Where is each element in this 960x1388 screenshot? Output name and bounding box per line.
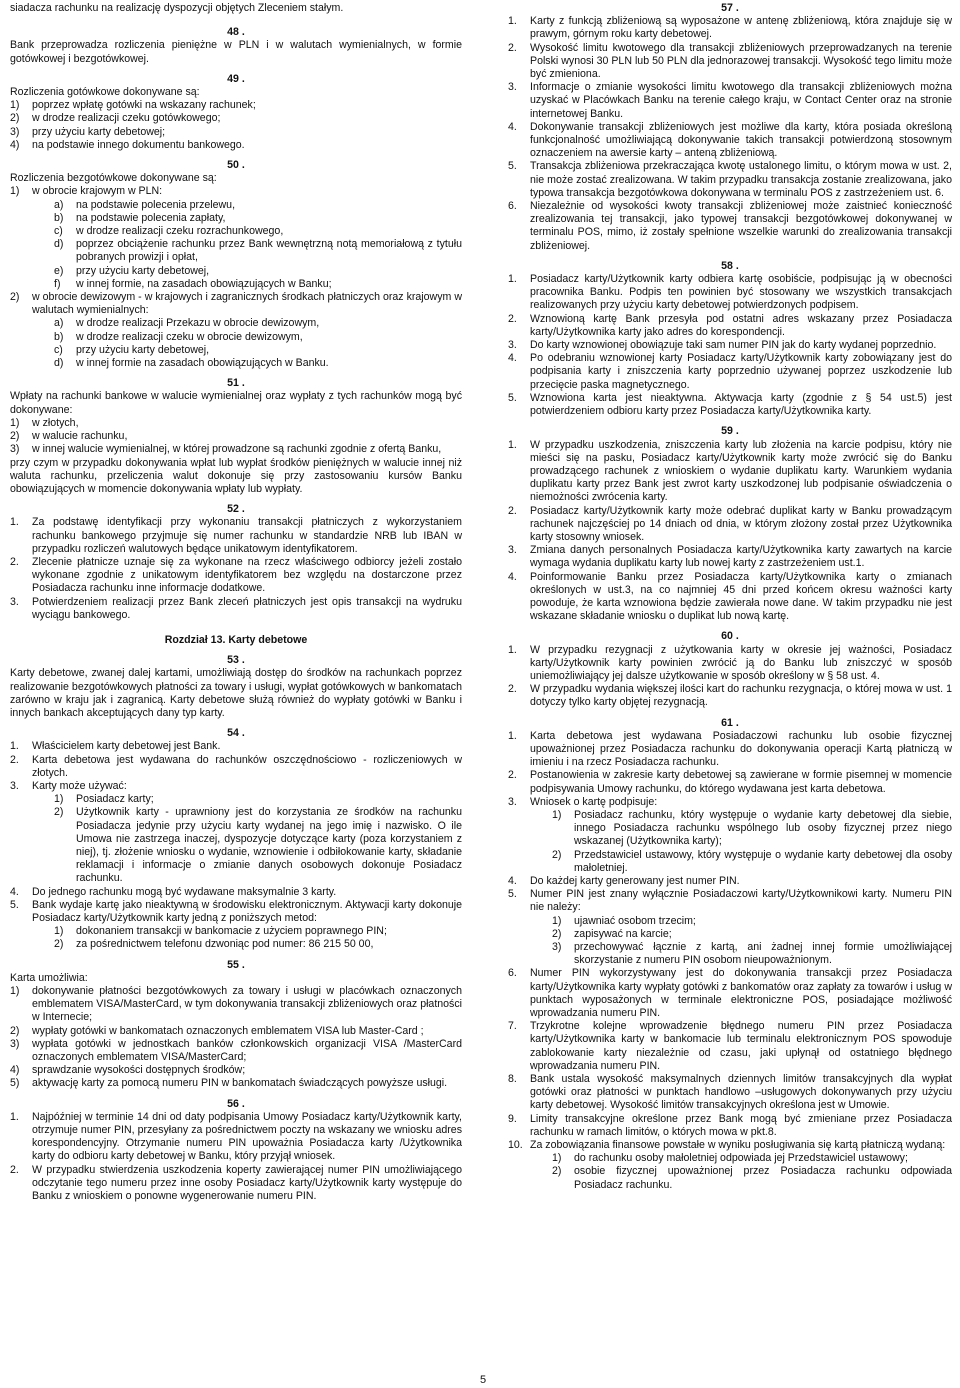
list-item-number: 2.	[508, 504, 517, 517]
list-item-number: c)	[54, 225, 63, 238]
paragraph-56-list	[10, 1111, 462, 1203]
list-item-text: Wznowioną kartę Bank przesyła pod ostatni adres wskazany przez Posiadacza karty/Użytkownika karty jako adres do korespondencji.	[530, 312, 952, 338]
list-item	[54, 344, 462, 357]
list-item-number: b)	[54, 330, 64, 343]
list-item	[508, 571, 952, 624]
list-item	[54, 357, 462, 370]
paragraph-55-list	[10, 985, 462, 1091]
paragraph-58-list	[508, 273, 952, 418]
paragraph-51-intro: Wpłaty na rachunki bankowe w walucie wymienialnej oraz wypłaty z tych rachunków mogą być dokonywane:	[10, 390, 462, 416]
list-item-number: 1.	[508, 643, 517, 656]
list-item-number: 2.	[508, 312, 517, 325]
list-item-text: w drodze realizacji Przekazu w obrocie dewizowym,	[76, 317, 320, 330]
list-item-number: 2)	[10, 1024, 20, 1037]
paragraph-61-sublist-5	[552, 915, 952, 968]
list-item-text: W przypadku stwierdzenia uszkodzenia koperty zawierającej numer PIN umożliwiającego odczytanie tego numeru przez inne osoby Posiadacz karty/Użytkownik karty występuje do Banku z wnioskiem o ponowne wygenerowanie numeru PIN.	[32, 1163, 462, 1203]
list-item	[552, 928, 952, 941]
list-item: 5. Bank wydaje kartę jako nieaktywną w środowisku elektronicznym. Aktywacji karty dokonuje Posiadacz karty/Użytkownik karty jedną z poniższych metod: 1) dokonaniem transakcji w bankomacie z użyciem poprawnego PIN; 2) za pośrednictwem telefonu dzwoniąc pod numer: 86 215 50 00,	[10, 898, 462, 951]
list-item-text: Przedstawiciel ustawowy, który występuje o wydanie karty debetowej dla osoby małoletniej.	[574, 848, 952, 874]
list-item	[10, 556, 462, 596]
list-item-number: 4.	[508, 120, 517, 133]
list-item	[10, 1038, 462, 1064]
list-item-text: sprawdzanie wysokości dostępnych środków;	[32, 1064, 246, 1077]
list-item: 3. Wniosek o kartę podpisuje: 1) Posiadacz rachunku, który występuje o wydanie karty debetowej dla siebie, innego Posiadacza rachunku wspólnego lub osoby fizycznej przez niego wskazanej (Użytkownika karty); 2) Przedstawiciel ustawowy, który występuje o wydanie karty debetowej dla osoby małoletniej.	[508, 795, 952, 874]
paragraph-54-sublist-3	[54, 793, 462, 885]
list-item-text: w innej formie, na zasadach obowiązujących w Banku;	[76, 277, 332, 290]
list-item: 1. Karta debetowa jest wydawana Posiadaczowi rachunku lub osobie fizycznej upoważnionej przez Posiadacza rachunku do dokonywania operacji Kartą płatniczą w imieniu i na rzecz Posiadacza rachunku.	[508, 729, 952, 769]
list-item-number: 2)	[10, 430, 20, 443]
list-item-number: 3.	[508, 339, 517, 352]
list-item	[54, 212, 462, 225]
paragraph-55-title: 55 .	[227, 958, 245, 971]
list-item	[552, 941, 952, 967]
paragraph-50-title: 50 .	[227, 159, 245, 172]
list-item	[10, 985, 462, 1025]
list-item	[54, 238, 462, 264]
list-item-number: 3)	[552, 941, 562, 954]
list-item	[10, 1164, 462, 1204]
list-item-text: na podstawie innego dokumentu bankowego.	[32, 138, 245, 151]
list-item-number: 4.	[508, 352, 517, 365]
paragraph-49-title: 49 .	[227, 72, 245, 85]
paragraph-57-title: 57 .	[721, 2, 739, 14]
list-item-text: Poinformowanie Banku przez Posiadacza karty/Użytkownika karty o zmianach określonych w ust.3, na co najmniej 45 dni przed końcem okresu ważności karty powoduje, że karta wznowiona będzie zawierała nowe dane. W takim przypadku nie jest wskazane składanie wniosku o duplikat lub nową kartę.	[530, 570, 952, 623]
list-item	[508, 644, 952, 684]
list-item	[54, 331, 462, 344]
list-item-text: ujawniać osobom trzecim;	[574, 914, 696, 927]
list-item-number: 5)	[10, 1077, 20, 1090]
left-column	[10, 2, 462, 1203]
list-item-text: w złotych,	[32, 416, 79, 429]
list-item-text: osobie fizycznej upoważnionej przez Posiadacza rachunku odpowiada Posiadacz rachunku.	[574, 1165, 952, 1191]
list-item-number: 4)	[10, 138, 20, 151]
list-item-text: W przypadku rezygnacji z użytkowania karty w okresie jej ważności, Posiadacz karty/Użytkownik karty powinien zwrócić ją do Banku lub zniszczyć w sposób uniemożliwiający jej dalsze użytkowanie w sposób określony w § 58 ust. 4.	[530, 643, 952, 682]
right-column	[508, 2, 952, 1192]
list-item	[508, 544, 952, 570]
list-item-number: 1.	[10, 1110, 19, 1123]
paragraph-50-sublist-1	[54, 199, 462, 291]
list-item-number: 1)	[552, 1152, 562, 1165]
list-item	[10, 1064, 462, 1077]
list-item-text: przechowywać łącznie z kartą, ani żadnej innej formie umożliwiającej skorzystanie z numeru PIN osobom nieupoważnionym.	[574, 941, 952, 967]
list-item	[552, 1165, 952, 1191]
list-item-text: przy użyciu karty debetowej;	[32, 125, 166, 138]
list-item	[54, 793, 462, 806]
list-item	[508, 392, 952, 418]
list-item-text: Po odebraniu wznowionej karty Posiadacz karty/Użytkownik karty zobowiązany jest do podpisania karty i zniszczenia karty poprzednio używanej poprzez uszkodzenie lub przecięcie paska magnetycznego.	[530, 352, 952, 391]
list-item-text: Posiadacz karty;	[76, 793, 154, 806]
list-item	[10, 1077, 462, 1090]
list-item-number: 2)	[10, 112, 20, 125]
list-item-number: 2.	[508, 41, 517, 54]
list-item	[508, 200, 952, 253]
list-item-number: 1.	[10, 516, 19, 529]
list-item-number: 3)	[10, 1037, 20, 1050]
list-item-number: 3.	[508, 544, 517, 557]
list-item: 2. Postanowienia w zakresie karty debetowej są zawierane w formie pisemnej w momencie podpisywania Umowy rachunku, do którego wydawana jest karta debetowa.	[508, 769, 952, 795]
list-item-text: W przypadku wydania większej ilości kart do rachunku rezygnacja, o której mowa w ust. 1 dotyczy tylko karty objętej rezygnacją.	[530, 683, 952, 709]
list-item-number: 3)	[10, 125, 20, 138]
paragraph-60-title: 60 .	[721, 630, 739, 643]
list-item-text: W przypadku uszkodzenia, zniszczenia karty lub złożenia na karcie podpisu, który nie mieści się na pasku, Posiadacz karty/Użytkownik karty może zwrócić się do Banku prowadzącego rachunek z wnioskiem o wydanie duplikatu karty. Warunkiem wydania duplikatu karty przez Bank jest zwrot karty uszkodzonej lub podpisanie oświadczenia o niemożności zwrócenia karty.	[530, 438, 952, 504]
paragraph-53-title: 53 .	[227, 654, 245, 667]
list-item-number: 2.	[508, 683, 517, 696]
list-item-text: w innej formie na zasadach obowiązujących w Banku.	[76, 357, 329, 370]
list-item	[10, 99, 462, 112]
paragraph-49-list	[10, 99, 462, 152]
list-item-text: Informacje o zmianie wysokości limitu kwotowego dla transakcji zbliżeniowych można uzyskać w Placówkach Banku na terenie całego kraju, w Contact Center oraz na stronie internetowej Banku.	[530, 81, 952, 120]
paragraph-57-list	[508, 15, 952, 253]
list-item-text: Do karty wznowionej obowiązuje taki sam numer PIN jak do karty wydanej poprzednio.	[530, 339, 937, 352]
list-item	[10, 430, 462, 443]
list-item	[508, 160, 952, 200]
list-item: 5. Numer PIN jest znany wyłącznie Posiadaczowi karty/Użytkownikowi karty. Numeru PIN nie należy: 1) ujawniać osobom trzecim; 2) zapisywać na karcie; 3) przechowywać łącznie z kartą, ani żadnej innej formie umożliwiającej skorzystanie z numeru PIN osobom nieupoważnionym.	[508, 888, 952, 967]
list-item-number: a)	[54, 317, 64, 330]
paragraph-61-list	[508, 730, 952, 1192]
list-item-number: 2.	[10, 555, 19, 568]
list-item: 10. Za zobowiązania finansowe powstałe w wyniku posługiwania się kartą płatniczą wydaną: 1) do rachunku osoby małoletniej odpowiada jej Przedstawiciel ustawowy; 2) osobie fizycznej upoważnionej przez Posiadacza rachunku odpowiada Posiadacz rachunku.	[508, 1139, 952, 1191]
list-item-text: na podstawie polecenia przelewu,	[76, 198, 236, 211]
list-item-number: 1.	[508, 273, 517, 286]
list-item-number: 5.	[508, 160, 517, 173]
paragraph-61-sublist-3	[552, 809, 952, 875]
list-item	[508, 313, 952, 339]
list-item: 2. Karta debetowa jest wydawana do rachunków oszczędnościowo - rozliczeniowych w złotych.	[10, 753, 462, 779]
list-item	[552, 849, 952, 875]
list-item: 3. Karty może używać: 1) Posiadacz karty; 2) Użytkownik karty - uprawniony jest do korzystania ze środków na rachunku Posiadacza jedynie przy użyciu karty wydanej na jego imię i nazwisko. O ile Umowa nie zastrzega inaczej, dyspozycje dotyczące karty (poza korzystaniem z niej), tj. złożenie wniosku o wydanie, wznowienie i odbiłokowanie karty, składanie reklamacji i informacje o zmianie danych osobowych dokonuje Posiadacz rachunku.	[10, 779, 462, 885]
list-item	[54, 938, 462, 951]
list-item: 9. Limity transakcyjne określone przez Bank mogą być zmieniane przez Posiadacza rachunku w ramach limitów, o których mowa w pkt.8.	[508, 1112, 952, 1138]
paragraph-52-title: 52 .	[227, 503, 245, 516]
list-item-number: 4.	[508, 570, 517, 583]
list-item-number: 2.	[10, 1163, 19, 1176]
list-item-text: zapisywać na karcie;	[574, 927, 672, 940]
paragraph-54-list	[10, 740, 462, 951]
list-item	[54, 199, 462, 212]
list-item-text: Transakcja zbliżeniowa przekraczająca kwotę ustalonego limitu, o którym mowa w ust. 2, nie może zostać zrealizowana. W takim przypadku transakcja zostanie zrealizowana, jako typowa transakcja bezgotówkowa dokonywana w terminalu POS z zastrzeżeniem ust. 6.	[530, 160, 952, 199]
list-item	[552, 915, 952, 928]
list-item	[54, 806, 462, 885]
paragraph-60-list	[508, 644, 952, 710]
list-item-text: Za podstawę identyfikacji przy wykonaniu transakcji płatniczych z wykorzystaniem rachunku bankowego przyjmuje się numer rachunku w standardzie NRB lub IBAN w przypadku rozliczeń walutowych będące unikatowym identyfikatorem.	[32, 516, 462, 555]
list-item: 1. Właścicielem karty debetowej jest Bank.	[10, 740, 221, 753]
list-item-number: 2)	[54, 806, 64, 819]
paragraph-54-sublist-5	[54, 925, 462, 951]
list-item-text: Wysokość limitu kwotowego dla transakcji zbliżeniowych przeprowadzanych na terenie Polski wynosi 30 PLN lub 50 PLN dla jednorazowej transakcji. Wysokość tego limitu może być zmieniona.	[530, 41, 952, 81]
intro-line: siadacza rachunku na realizację dyspozycji objętych Zleceniem stałym.	[10, 2, 344, 14]
list-item: 1) w obrocie krajowym w PLN: a) na podstawie polecenia przelewu, b) na podstawie polecenia zapłaty, c) w drodze realizacji czeku rozrachunkowego, d) poprzez obciążenie rachunku przez Bank wewnętrzną notą memoriałową z tytułu pobranych prowizji i opłat, e) przy użyciu karty debetowej, f) w innej formie, na zasadach obowiązujących w Banku;	[10, 185, 462, 290]
page-number: 5	[480, 1374, 487, 1386]
list-item	[10, 126, 462, 139]
list-item-text: dokonywanie płatności bezgotówkowych za towary i usługi w placówkach oznaczonych emblematem VISA/MasterCard, w tym dokonywania transakcji zbliżeniowych oraz płatności w Internecie;	[32, 985, 462, 1024]
list-item: 4. Do jednego rachunku mogą być wydawane maksymalnie 3 karty.	[10, 885, 337, 898]
paragraph-51-outro: przy czym w przypadku dokonywania wpłat lub wypłat środków pieniężnych w walucie innej niż waluta rachunku, przeliczenia walut dokonuje się przy zastosowaniu kursów Banku obowiązujących w momencie dokonywania wpłaty lub wypłaty.	[10, 456, 462, 495]
list-item-text: w innej walucie wymienialnej, w której prowadzone są rachunki zgodnie z ofertą Banku,	[32, 443, 442, 456]
list-item-text: Najpóźniej w terminie 14 dni od daty podpisania Umowy Posiadacz karty/Użytkownik karty, otrzymuje numer PIN, przesyłany za pośrednictwem poczty na wskazany we wniosku adres korespondencyjny. Otrzymanie numeru PIN upoważnia Posiadacza karty /Użytkownika karty do odbioru karty debetowej w Banku, który przyjął wniosek.	[32, 1110, 462, 1163]
list-item-number: d)	[54, 238, 64, 251]
paragraph-49-intro: Rozliczenia gotówkowe dokonywane są:	[10, 86, 200, 99]
paragraph-61-title: 61 .	[721, 716, 739, 729]
list-item	[508, 352, 952, 392]
list-item-text: w walucie rachunku,	[32, 430, 128, 443]
list-item	[54, 265, 462, 278]
list-item	[10, 443, 462, 456]
paragraph-52-list	[10, 516, 462, 622]
list-item	[10, 112, 462, 125]
list-item	[10, 417, 462, 430]
list-item-number: 2)	[552, 927, 562, 940]
list-item	[54, 317, 462, 330]
list-item	[508, 505, 952, 545]
list-item-text: aktywację karty za pomocą numeru PIN w bankomatach świadczących powyższe usługi.	[32, 1077, 448, 1090]
list-item-number: 2)	[552, 848, 562, 861]
list-item-text: Dokonywanie transakcji zbliżeniowych jest możliwe dla karty, która posiada określoną funkcjonalność umożliwiającą dokonywanie takich transakcji potwierdzoną stosownym oznaczeniem na awersie karty – anteną zbliżeniową.	[530, 120, 952, 160]
list-item-text: Zmiana danych personalnych Posiadacza karty/Użytkownika karty zawartych na karcie wymaga wydania duplikatu karty lub nowej karty z zastrzeżeniem ust.1.	[530, 544, 952, 570]
list-item-number: f)	[54, 277, 61, 290]
paragraph-48-title: 48 .	[227, 26, 245, 39]
list-item-number: 1)	[552, 914, 562, 927]
list-item	[552, 809, 952, 849]
paragraph-58-title: 58 .	[721, 259, 739, 272]
paragraph-51-list	[10, 417, 462, 457]
paragraph-48-text: Bank przeprowadza rozliczenia pieniężne w PLN i w walutach wymienialnych, w formie gotówkowej i bezgotówkowej.	[10, 39, 462, 65]
paragraph-59-title: 59 .	[721, 425, 739, 438]
list-item-text: Potwierdzeniem realizacji przez Bank zleceń płatniczych jest opis transakcji na wydruku wyciągu bankowego.	[32, 595, 462, 621]
list-item-number: b)	[54, 211, 64, 224]
list-item	[552, 1152, 952, 1165]
list-item	[10, 516, 462, 556]
list-item	[508, 15, 952, 41]
list-item-text: do rachunku osoby małoletniej odpowiada jej Przedstawiciel ustawowy;	[574, 1152, 908, 1165]
list-item-text: Karty z funkcją zbliżeniową są wyposażone w antenę zbliżeniową, która znajduje się w prawym, górnym roku karty debetowej.	[530, 15, 952, 41]
list-item-number: 3.	[10, 595, 19, 608]
list-item	[508, 439, 952, 505]
list-item-text: przy użyciu karty debetowej,	[76, 264, 210, 277]
list-item-text: w drodze realizacji czeku gotówkowego;	[32, 112, 221, 125]
list-item	[508, 683, 952, 709]
list-item: 2) w obrocie dewizowym - w krajowych i zagranicznych środkach płatniczych oraz krajowym w walutach wymienialnych: a) w drodze realizacji Przekazu w obrocie dewizowym, b) w drodze realizacji czeku w obrocie dewizowym, c) przy użyciu karty debetowej, d) w innej formie na zasadach obowiązujących w Banku.	[10, 291, 462, 370]
list-item-number: a)	[54, 198, 64, 211]
list-item: 7. Trzykrotne kolejne wprowadzenie błędnego numeru PIN przez Posiadacza karty/Użytkownika karty w bankomacie lub terminalu elektronicznym POS spowoduje zablokowanie karty niezależnie od czasu, jaki upłynął od ostatniego błędnego wprowadzania numeru PIN.	[508, 1020, 952, 1072]
list-item-number: 2)	[552, 1165, 562, 1178]
list-item-text: poprzez wpłatę gotówki na wskazany rachunek;	[32, 99, 256, 112]
list-item-number: 1)	[10, 985, 20, 998]
paragraph-50-intro: Rozliczenia bezgotówkowe dokonywane są:	[10, 172, 217, 185]
list-item	[508, 339, 952, 352]
paragraph-54-title: 54 .	[227, 727, 245, 740]
list-item-text: Posiadacz karty/Użytkownik karty odbiera kartę osobiście, podpisując ją w obecności pracownika Banku. Podpis ten powinien być stosowany we wszystkich transakcjach realizowanych przy użyciu karty debetowej potwierdzonych podpisem.	[530, 273, 952, 312]
list-item	[508, 81, 952, 121]
list-item	[54, 278, 462, 291]
list-item	[10, 1111, 462, 1164]
paragraph-50-list	[10, 185, 462, 370]
list-item-number: 1)	[54, 793, 64, 806]
list-item-number: 6.	[508, 200, 517, 213]
list-item-number: 1)	[552, 808, 562, 821]
paragraph-50-sublist-2	[54, 317, 462, 370]
list-item-text: przy użyciu karty debetowej,	[76, 343, 210, 356]
list-item	[10, 596, 462, 622]
list-item-text: wypłata gotówki w jednostkach banków członkowskich organizacji VISA /MasterCard oznaczonych emblematem VISA/MasterCard;	[32, 1037, 462, 1064]
list-item	[508, 273, 952, 313]
list-item-text: Zlecenie płatnicze uznaje się za wykonane na rzecz właściwego odbiorcy jeżeli zostało wykonane zgodnie z unikatowym identyfikatorem bez względu na dostarczone przez Posiadacza rachunku inne informacje dodatkowe.	[32, 555, 462, 595]
list-item-text: Niezależnie od wysokości kwoty transakcji zbliżeniowej może zaistnieć konieczność zrealizowania tej transakcji, jako typowej transakcji bezgotówkowej dokonywanej w terminalu POS, mimo, iż zostały spełnione wszelkie warunki do zrealizowania transakcji zbliżeniowej.	[530, 200, 952, 252]
list-item-number: 1.	[508, 15, 517, 28]
list-item-text: wypłaty gotówki w bankomatach oznaczonych emblematem VISA lub Master-Card ;	[32, 1024, 424, 1037]
list-item-number: 1)	[54, 925, 64, 938]
paragraph-51-title: 51 .	[227, 377, 245, 390]
list-item	[508, 121, 952, 161]
list-item-text: Użytkownik karty - uprawniony jest do korzystania ze środków na rachunku Posiadacza jedynie przy użyciu karty wydanej na jego imię i nazwisko. O ile Umowa nie zastrzega inaczej, dyspozycje dotyczące karty (poza korzystaniem z niej), tj. złożenie wniosku o wydanie, wznowienie i odbiłokowanie karty, składanie reklamacji i informacje o zmianie danych osobowych dokonuje Posiadacz rachunku.	[76, 806, 462, 885]
list-item	[54, 225, 462, 238]
list-item-number: 1)	[10, 99, 20, 112]
paragraph-55-intro: Karta umożliwia:	[10, 971, 88, 984]
list-item-number: 4)	[10, 1064, 20, 1077]
list-item-number: 3)	[10, 443, 20, 456]
list-item: 8. Bank ustala wysokość maksymalnych dziennych limitów transakcyjnych dla wypłat gotówki oraz płatności w punktach handlowo –usługowych dokonywanych przy użyciu karty debetowej. Wysokość limitów transakcyjnych określona jest w Umowie.	[508, 1073, 952, 1112]
list-item	[54, 925, 462, 938]
list-item-text: Posiadacz karty/Użytkownik karty może odebrać duplikat karty w Banku prowadzącym rachunek najczęściej po 14 dniach od dnia, w którym złożony został przez Użytkownika karty stosowny wniosek.	[530, 504, 952, 543]
paragraph-59-list	[508, 439, 952, 624]
list-item: 6. Numer PIN wykorzystywany jest do dokonywania transakcji przez Posiadacza karty/Użytkownika karty wypłaty gotówki z bankomatów oraz zapłaty za towarów i usług w punktach wyposażonych w terminale elektroniczne POS, posiadające możliwość wprowadzania numeru PIN.	[508, 967, 952, 1020]
list-item-text: Posiadacz rachunku, który występuje o wydanie karty debetowej dla siebie, innego Posiadacza rachunku wspólnego lub osoby fizycznej przez niego wskazanej (Użytkownika karty);	[574, 808, 952, 848]
list-item	[10, 139, 462, 152]
chapter-title: Rozdział 13. Karty debetowe	[164, 633, 308, 646]
list-item-number: 2)	[54, 938, 64, 951]
list-item-number: d)	[54, 357, 64, 370]
list-item-number: 1.	[508, 438, 517, 451]
list-item: 4. Do każdej karty generowany jest numer PIN.	[508, 875, 740, 887]
list-item-text: w drodze realizacji czeku rozrachunkowego,	[76, 225, 284, 238]
list-item-text: na podstawie polecenia zapłaty,	[76, 211, 226, 224]
list-item-number: 3.	[508, 81, 517, 94]
paragraph-56-title: 56 .	[227, 1097, 245, 1110]
list-item-text: Wznowiona karta jest nieaktywna. Aktywacja karty (zgodnie z § 54 ust.5) jest potwierdzeniem odbioru karty przez Posiadacza karty/Użytkownika karty.	[530, 391, 952, 418]
list-item-text: za pośrednictwem telefonu dzwoniąc pod numer: 86 215 50 00,	[76, 938, 374, 951]
list-item-number: 1)	[10, 416, 20, 429]
list-item-text: dokonaniem transakcji w bankomacie z użyciem poprawnego PIN;	[76, 925, 387, 938]
list-item-number: 5.	[508, 391, 517, 404]
list-item-number: e)	[54, 264, 64, 277]
paragraph-53-text: Karty debetowe, zwanej dalej kartami, umożliwiają dostęp do środków na rachunkach poprzez realizowanie bezgotówkowych płatności za towary i usługi, wypłat gotówkowych w bankomatach zarówno w kraju jak i zagranicą. Karty debetowe służą również do wypłaty gotówki w Banku i innych bankach akceptujących dany typ karty.	[10, 667, 462, 719]
paragraph-61-sublist-10	[552, 1152, 952, 1192]
list-item	[508, 42, 952, 82]
list-item-text: poprzez obciążenie rachunku przez Bank wewnętrzną notą memoriałową z tytułu pobranych prowizji i opłat,	[76, 238, 462, 264]
list-item-text: w drodze realizacji czeku w obrocie dewizowym,	[76, 330, 303, 343]
list-item	[10, 1025, 462, 1038]
list-item-number: c)	[54, 343, 63, 356]
